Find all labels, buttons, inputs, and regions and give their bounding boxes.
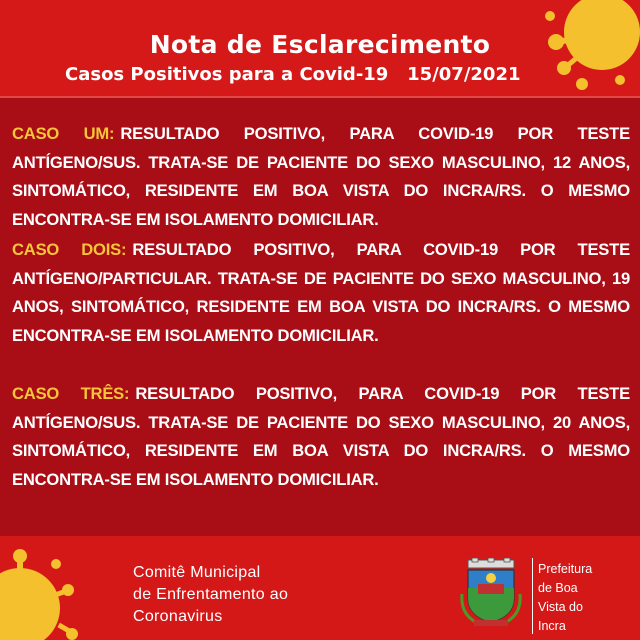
prefeitura-line: Incra (538, 619, 566, 633)
case-one-text: RESULTADO POSITIVO, PARA COVID-19 POR TESTE ANTÍGENO/SUS. TRATA-SE DE PACIENTE DO SEXO MASCULINO, 12 ANOS, SINTOMÁTICO, RESIDENTE EM BOA VISTA DO INCRA/RS. O MESMO ENCONTRA-SE EM ISOLAMENTO DOMICILIAR. (12, 124, 630, 229)
case-two (12, 236, 630, 350)
case-three (12, 380, 630, 494)
footer (0, 536, 640, 640)
page-subtitle (65, 64, 521, 85)
header-banner (0, 0, 640, 96)
case-one-label: CASO UM: (12, 124, 115, 143)
prefeitura-name (538, 560, 592, 636)
notice-date: 15/07/2021 (407, 64, 521, 85)
coronavirus-icon (0, 546, 84, 640)
case-two-text: RESULTADO POSITIVO, PARA COVID-19 POR TESTE ANTÍGENO/PARTICULAR. TRATA-SE DE PACIENTE DO SEXO MASCULINO, 19 ANOS, SINTOMÁTICO, RESIDENTE EM BOA VISTA DO INCRA/RS. O MESMO ENCONTRA-SE EM ISOLAMENTO DOMICILIAR. (12, 240, 630, 345)
subtitle-text: Casos Positivos para a Covid-19 (65, 64, 389, 85)
cases-panel (0, 96, 640, 536)
case-three-text: RESULTADO POSITIVO, PARA COVID-19 POR TESTE ANTÍGENO/SUS. TRATA-SE DE PACIENTE DO SEXO MASCULINO, 20 ANOS, SINTOMÁTICO, RESIDENTE EM BOA VISTA DO INCRA/RS. O MESMO ENCONTRA-SE EM ISOLAMENTO DOMICILIAR. (12, 384, 630, 489)
prefeitura-line: Prefeitura (538, 562, 593, 576)
footer-divider (532, 558, 533, 634)
case-two-label: CASO DOIS: (12, 240, 127, 259)
committee-name (133, 562, 288, 628)
committee-line: de Enfrentamento ao (133, 586, 289, 603)
prefeitura-line: de Boa (538, 581, 578, 595)
case-one (12, 120, 630, 234)
municipal-crest-icon (460, 558, 522, 628)
case-three-label: CASO TRÊS: (12, 384, 130, 403)
page-title: Nota de Esclarecimento (149, 30, 491, 59)
committee-line: Coronavirus (133, 608, 223, 625)
prefeitura-line: Vista do (538, 600, 583, 614)
committee-line: Comitê Municipal (133, 564, 261, 581)
